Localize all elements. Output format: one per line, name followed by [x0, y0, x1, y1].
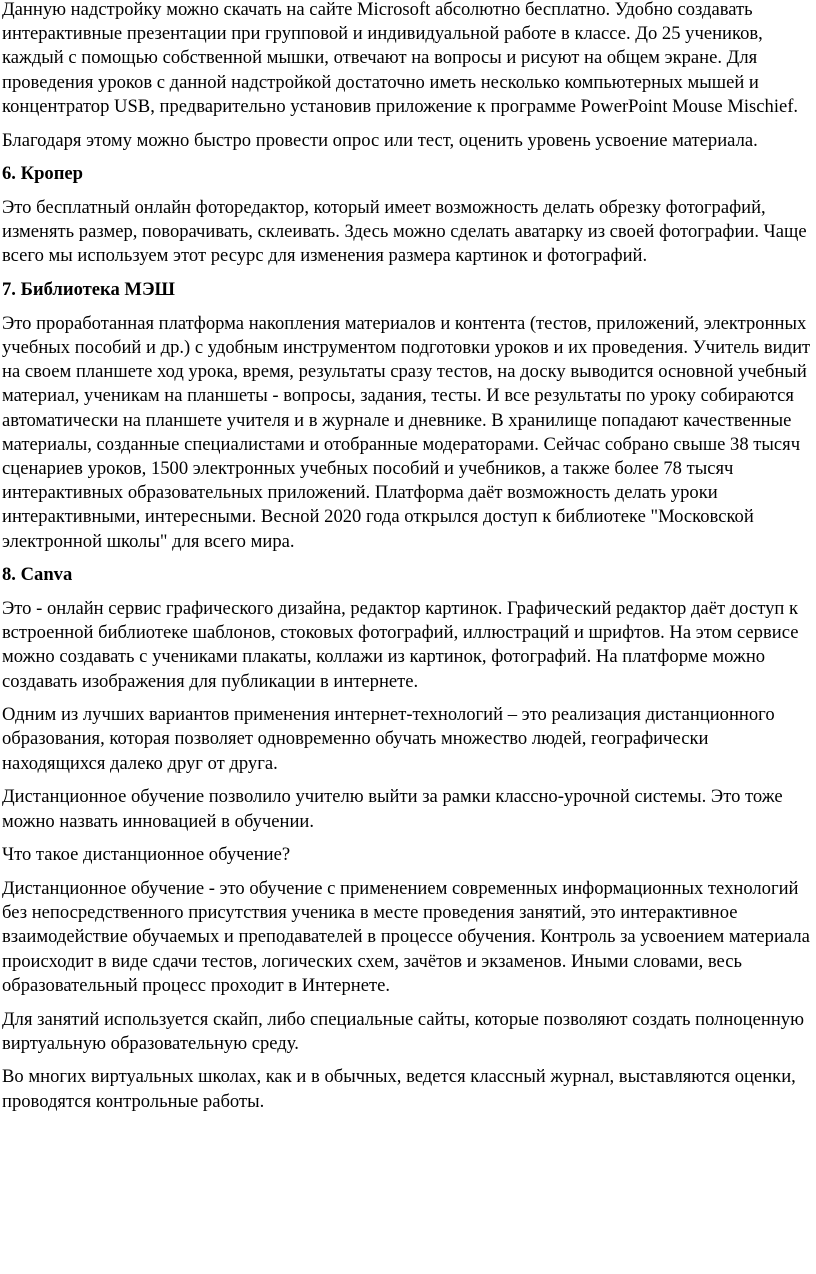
- paragraph-survey: Благодаря этому можно быстро провести опрос или тест, оценить уровень усвоение материала.: [2, 129, 758, 151]
- paragraph-canva: Это - онлайн сервис графического дизайна, редактор картинок. Графический редактор даёт доступ к встроенной библиотеке шаблонов, стоковых фотографий, иллюстраций и шрифтов. На этом сервисе можно создавать с учениками плакаты, коллажи из картинок, фотографий. На платформе можно создавать изображения для публикации в интернете.: [2, 597, 799, 692]
- paragraph-skype: Для занятий используется скайп, либо специальные сайты, которые позволяют создать полноценную виртуальную образовательную среду.: [2, 1008, 804, 1054]
- paragraph-croper: Это бесплатный онлайн фоторедактор, который имеет возможность делать обрезку фотографий, изменять размер, поворачивать, склеивать. Здесь можно сделать аватарку из своей фотографии. Чаще всего мы используем этот ресурс для изменения размера картинок и фотографий.: [2, 196, 807, 267]
- paragraph-question: Что такое дистанционное обучение?: [2, 844, 291, 866]
- heading-canva: 8. Canva: [2, 564, 73, 586]
- heading-mesh-library: 7. Библиотека МЭШ: [2, 279, 175, 301]
- paragraph-internet-tech: Одним из лучших вариантов применения интернет-технологий – это реализация дистанционного образования, которая позволяет одновременно обучать множество людей, географически находящихся далеко друг от друга.: [2, 704, 775, 774]
- paragraph-distance-definition: Дистанционное обучение - это обучение с применением современных информационных технологий без непосредственного присутствия ученика в месте проведения занятий, это интерактивное взаимодействие обучаемых и преподавателей в процессе обучения. Контроль за усвоением материала происходит в виде сдачи тестов, логических схем, зачётов и экзаменов. Иными словами, весь образовательный процесс проходит в Интернете.: [2, 878, 810, 996]
- paragraph-mesh-library: Это проработанная платформа накопления материалов и контента (тестов, приложений, электронных учебных пособий и др.) с удобным инструментом подготовки уроков и их проведения. Учитель видит на своем планшете ход урока, время, результаты сразу тестов, на доску выводится основной учебный материал, ученикам на планшеты - вопросы, задания, тесты. И все результаты по уроку собираются автоматически на планшете учителя и в журнале и дневнике. В хранилище попадают качественные материалы, созданные специалистами и отобранные модераторами. Сейчас собрано свыше 38 тысяч сценариев уроков, 1500 электронных учебных пособий и учебников, а также более 78 тысяч интерактивных образовательных приложений. Платформа даёт возможность делать уроки интерактивными, интересными. Весной 2020 года открылся доступ к библиотеке "Московской электронной школы" для всего мира.: [2, 312, 811, 552]
- paragraph-virtual-schools: Во многих виртуальных школах, как и в обычных, ведется классный журнал, выставляются оценки, проводятся контрольные работы.: [2, 1066, 796, 1112]
- heading-croper: 6. Кропер: [2, 163, 84, 185]
- paragraph-mouse-mischief: Данную надстройку можно скачать на сайте Microsoft абсолютно бесплатно. Удобно создавать интерактивные презентации при групповой и индивидуальной работе в классе. До 25 учеников, каждый с помощью собственной мышки, отвечают на вопросы и рисуют на общем экране. Для проведения уроков с данной надстройкой достаточно иметь несколько компьютерных мышей и концентратор USB, предварительно установив приложение к программе PowerPoint Mouse Mischief.: [2, 0, 799, 117]
- paragraph-distance-innovation: Дистанционное обучение позволило учителю выйти за рамки классно-урочной системы. Это тоже можно назвать инновацией в обучении.: [2, 786, 783, 832]
